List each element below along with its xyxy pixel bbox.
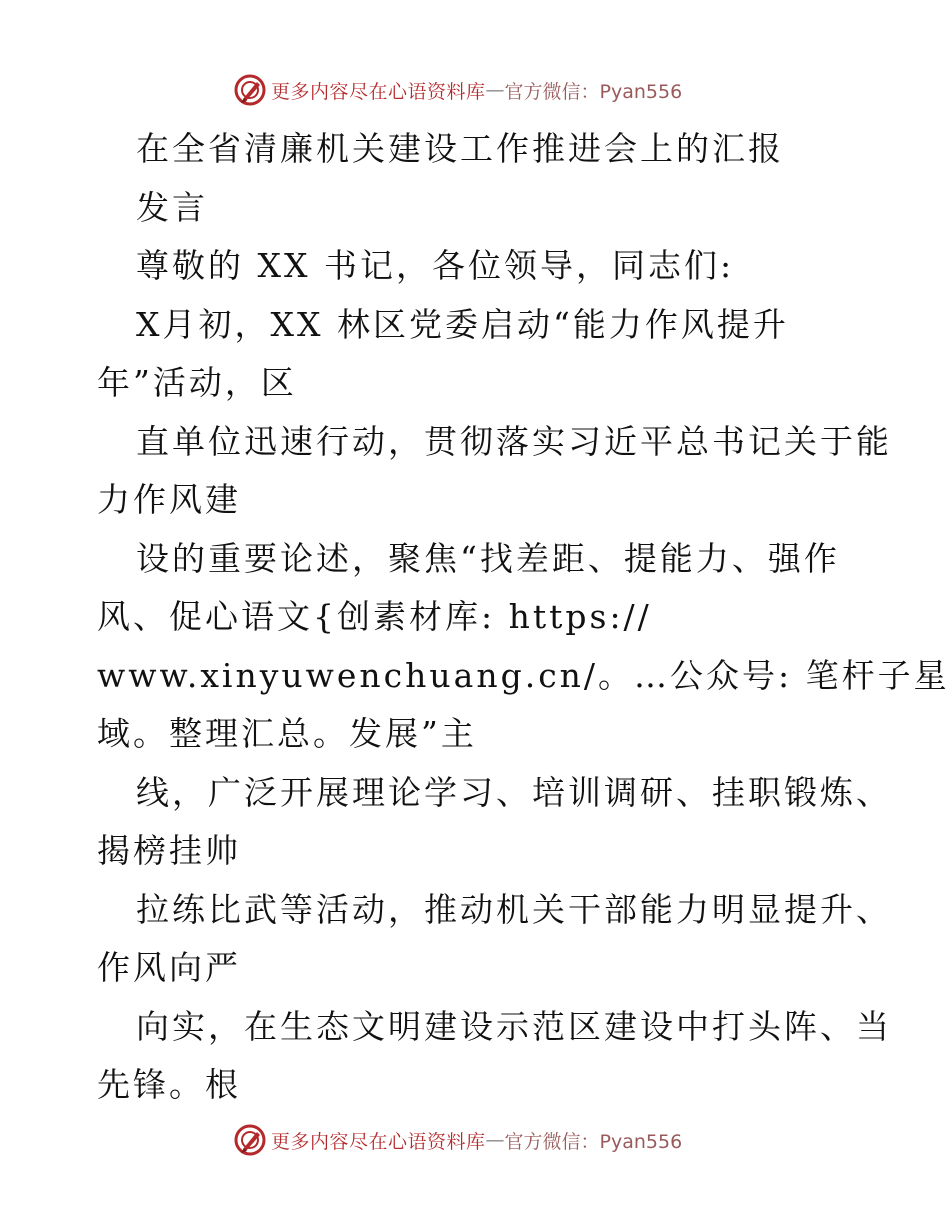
watermark-banner-top [233,72,713,108]
document-line: 线，广泛开展理论学习、培训调研、挂职锻炼、 [136,772,892,812]
pen-logo-icon [233,1123,267,1157]
document-line: 风、促心语文{创素材库: https:// [97,597,652,636]
pen-logo-icon [233,73,267,107]
document-line: 发言 [136,187,208,227]
document-line: 在全省清廉机关建设工作推进会上的汇报 [136,129,784,168]
watermark-text: 更多内容尽在心语资料库 [271,1130,486,1153]
document-line: X月初，XX 林区党委启动“能力作风提升 [136,304,789,344]
document-line: 向实，在生态文明建设示范区建设中打头阵、当 [136,1006,892,1046]
document-body [97,120,950,1115]
document-line: 年”活动，区 [97,363,297,402]
document-line: 设的重要论述，聚焦“找差距、提能力、强作 [136,538,840,578]
watermark-text: 更多内容尽在心语资料库 [271,80,486,103]
document-line: 先锋。根 [97,1065,241,1104]
watermark-banner-bottom [233,1122,713,1158]
document-line: 域。整理汇总。发展”主 [97,714,477,753]
document-line: 揭榜挂帅 [97,831,241,870]
document-line: 力作风建 [97,480,241,519]
watermark-separator: — [485,1129,505,1151]
document-line: 尊敬的 XX 书记，各位领导，同志们: [136,246,735,285]
document-line: 拉练比武等活动，推动机关干部能力明显提升、 [136,889,892,929]
watermark-separator: — [485,79,505,101]
document-line: 作风向严 [97,948,241,987]
watermark-contact: 官方微信：Pyan556 [504,80,683,103]
document-line: www.xinyuwenchuang.cn/。…公众号: 笔杆子星 [97,655,950,695]
document-line: 直单位迅速行动，贯彻落实习近平总书记关于能 [136,421,892,461]
watermark-contact: 官方微信：Pyan556 [504,1130,683,1153]
